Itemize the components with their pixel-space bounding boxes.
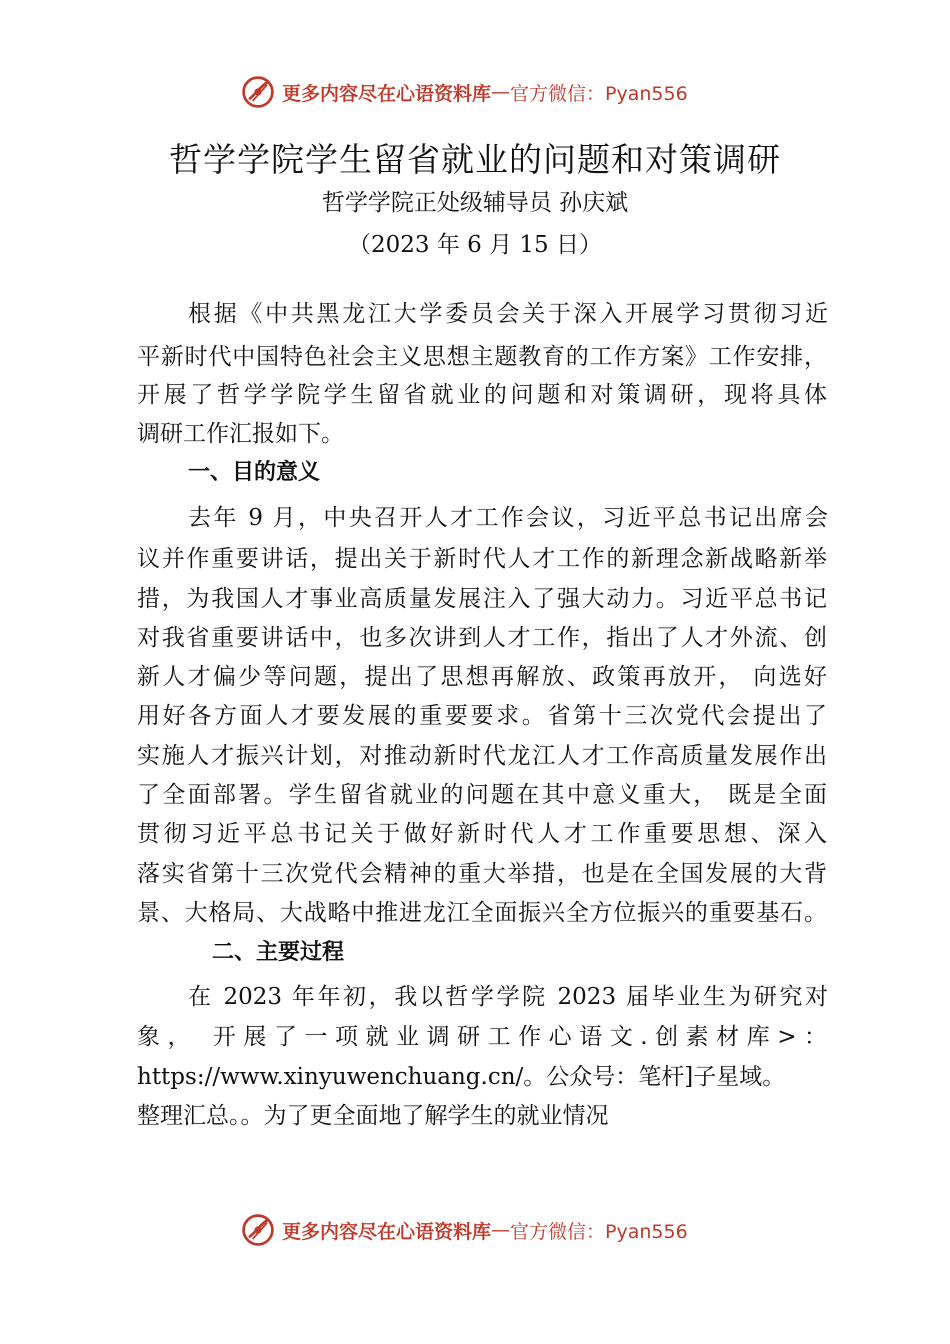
paragraph-line: 贯彻习近平总书记关于做好新时代人才工作重要思想、深入 — [137, 821, 827, 847]
bottom-banner — [240, 1210, 688, 1250]
paragraph-line: 落实省第十三次党代会精神的重大举措，也是在全国发展的大背 — [137, 861, 827, 887]
paragraph-line: 整理汇总。。为了更全面地了解学生的就业情况 — [137, 1103, 609, 1129]
section-heading: 一、目的意义 — [188, 460, 321, 485]
document-date: （2023 年 6 月 15 日） — [348, 232, 602, 258]
banner-separator: — — [491, 1219, 511, 1241]
banner-contact: 官方微信：Pyan556 — [510, 1220, 688, 1243]
intro-line: 根据《中共黑龙江大学委员会关于深入开展学习贯彻习近 — [188, 301, 828, 327]
paragraph-line: 实施人才振兴计划，对推动新时代龙江人才工作高质量发展作出 — [137, 743, 827, 769]
banner-text: 更多内容尽在心语资料库 — [282, 1220, 492, 1243]
section-heading: 二、主要过程 — [212, 940, 345, 965]
document-title: 哲学学院学生留省就业的问题和对策调研 — [169, 140, 781, 179]
intro-line: 调研工作汇报如下。 — [137, 421, 344, 447]
document-author: 哲学学院正处级辅导员 孙庆斌 — [321, 190, 629, 216]
intro-line: 开展了哲学学院学生留省就业的问题和对策调研，现将具体 — [137, 382, 827, 408]
paragraph-line: 在 2023 年年初，我以哲学学院 2023 届毕业生为研究对 — [188, 984, 828, 1010]
paragraph-line: 去年 9 月，中央召开人才工作会议，习近平总书记出席会 — [188, 505, 828, 531]
brand-logo-icon — [240, 74, 276, 110]
intro-line: 平新时代中国特色社会主义思想主题教育的工作方案》工作安排， — [137, 344, 827, 370]
brand-logo-icon — [240, 1212, 276, 1248]
banner-separator: — — [491, 81, 511, 103]
paragraph-line: 新人才偏少等问题，提出了思想再解放、政策再放开， 向选好 — [137, 664, 827, 690]
paragraph-line: 象， 开展了一项就业调研工作心语文.创素材库>： — [137, 1024, 827, 1050]
paragraph-line: 议并作重要讲话，提出关于新时代人才工作的新理念新战略新举 — [137, 546, 827, 572]
paragraph-line: 措，为我国人才事业高质量发展注入了强大动力。习近平总书记 — [137, 586, 827, 612]
paragraph-line: 对我省重要讲话中，也多次讲到人才工作，指出了人才外流、创 — [137, 625, 827, 651]
banner-text: 更多内容尽在心语资料库 — [282, 82, 492, 105]
paragraph-line: https://www.xinyuwenchuang.cn/。公众号：笔杆]子星域。 — [137, 1064, 786, 1090]
top-banner — [240, 72, 688, 112]
paragraph-line: 用好各方面人才要发展的重要要求。省第十三次党代会提出了 — [137, 703, 827, 729]
paragraph-line: 了全面部署。学生留省就业的问题在其中意义重大， 既是全面 — [137, 782, 827, 808]
paragraph-line: 景、大格局、大战略中推进龙江全面振兴全方位振兴的重要基石。 — [137, 900, 827, 926]
banner-contact: 官方微信：Pyan556 — [510, 82, 688, 105]
